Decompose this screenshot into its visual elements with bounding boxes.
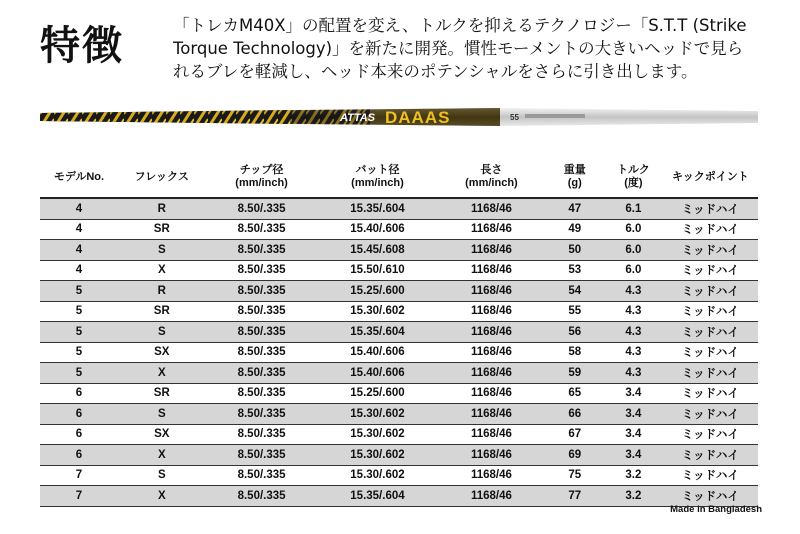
cell-length: 1168/46 xyxy=(437,219,545,240)
cell-model: 6 xyxy=(40,404,118,425)
cell-model: 4 xyxy=(40,198,118,219)
cell-torque: 4.3 xyxy=(604,281,663,302)
cell-kickpoint: ミッドハイ xyxy=(663,219,758,240)
cell-kickpoint: ミッドハイ xyxy=(663,240,758,261)
table-row xyxy=(40,383,758,404)
cell-flex: X xyxy=(118,445,206,466)
cell-model: 6 xyxy=(40,383,118,404)
cell-tip: 8.50/.335 xyxy=(206,322,318,343)
cell-torque: 6.0 xyxy=(604,240,663,261)
cell-weight: 75 xyxy=(546,465,605,486)
cell-butt: 15.35/.604 xyxy=(318,322,438,343)
cell-weight: 49 xyxy=(546,219,605,240)
cell-kickpoint: ミッドハイ xyxy=(663,424,758,445)
cell-weight: 58 xyxy=(546,342,605,363)
table-row xyxy=(40,486,758,507)
cell-length: 1168/46 xyxy=(437,281,545,302)
cell-torque: 4.3 xyxy=(604,342,663,363)
feature-line-2: Torque Technology)」を新たに開発。慣性モーメントの大きいヘッドで見ら xyxy=(173,39,744,58)
cell-tip: 8.50/.335 xyxy=(206,383,318,404)
cell-model: 6 xyxy=(40,424,118,445)
cell-model: 5 xyxy=(40,342,118,363)
cell-weight: 77 xyxy=(546,486,605,507)
cell-kickpoint: ミッドハイ xyxy=(663,301,758,322)
cell-weight: 56 xyxy=(546,322,605,343)
cell-flex: S xyxy=(118,465,206,486)
table-row xyxy=(40,281,758,302)
feature-description xyxy=(173,14,783,83)
cell-weight: 65 xyxy=(546,383,605,404)
table-row xyxy=(40,301,758,322)
shaft-brand: ATTAS xyxy=(340,112,376,124)
table-body xyxy=(40,198,758,506)
cell-torque: 6.0 xyxy=(604,260,663,281)
cell-model: 7 xyxy=(40,486,118,507)
table-row xyxy=(40,322,758,343)
table-row xyxy=(40,404,758,425)
cell-weight: 67 xyxy=(546,424,605,445)
shaft-flex-mark: 55 xyxy=(510,113,519,122)
cell-length: 1168/46 xyxy=(437,465,545,486)
cell-butt: 15.25/.600 xyxy=(318,281,438,302)
cell-model: 5 xyxy=(40,281,118,302)
feature-line-3: れるブレを軽減し、ヘッド本来のポテンシャルをさらに引き出します。 xyxy=(173,62,698,81)
cell-weight: 69 xyxy=(546,445,605,466)
cell-kickpoint: ミッドハイ xyxy=(663,281,758,302)
cell-flex: X xyxy=(118,486,206,507)
cell-torque: 3.2 xyxy=(604,486,663,507)
cell-flex: X xyxy=(118,260,206,281)
cell-butt: 15.50/.610 xyxy=(318,260,438,281)
cell-butt: 15.45/.608 xyxy=(318,240,438,261)
header-butt: バット径 (mm/inch) xyxy=(318,157,438,198)
header-tip: チップ径 (mm/inch) xyxy=(206,157,318,198)
cell-tip: 8.50/.335 xyxy=(206,219,318,240)
cell-tip: 8.50/.335 xyxy=(206,424,318,445)
cell-butt: 15.40/.606 xyxy=(318,342,438,363)
header-length: 長さ (mm/inch) xyxy=(437,157,545,198)
table-row xyxy=(40,363,758,384)
table-row xyxy=(40,260,758,281)
cell-butt: 15.30/.602 xyxy=(318,445,438,466)
made-in-label: Made in Bangladesh xyxy=(670,504,762,515)
cell-torque: 3.4 xyxy=(604,445,663,466)
cell-flex: S xyxy=(118,404,206,425)
cell-length: 1168/46 xyxy=(437,383,545,404)
cell-flex: SR xyxy=(118,383,206,404)
cell-model: 5 xyxy=(40,322,118,343)
cell-tip: 8.50/.335 xyxy=(206,404,318,425)
cell-model: 5 xyxy=(40,363,118,384)
cell-torque: 6.1 xyxy=(604,198,663,219)
cell-flex: SR xyxy=(118,301,206,322)
cell-model: 6 xyxy=(40,445,118,466)
table-row xyxy=(40,465,758,486)
cell-kickpoint: ミッドハイ xyxy=(663,465,758,486)
cell-model: 5 xyxy=(40,301,118,322)
table-row xyxy=(40,445,758,466)
table-row xyxy=(40,198,758,219)
cell-kickpoint: ミッドハイ xyxy=(663,383,758,404)
cell-length: 1168/46 xyxy=(437,260,545,281)
cell-model: 4 xyxy=(40,240,118,261)
cell-flex: X xyxy=(118,363,206,384)
table-row xyxy=(40,342,758,363)
cell-length: 1168/46 xyxy=(437,198,545,219)
cell-model: 7 xyxy=(40,465,118,486)
cell-kickpoint: ミッドハイ xyxy=(663,445,758,466)
cell-butt: 15.35/.604 xyxy=(318,198,438,219)
shaft-model: DAAAS xyxy=(385,108,451,127)
cell-butt: 15.40/.606 xyxy=(318,219,438,240)
cell-weight: 55 xyxy=(546,301,605,322)
cell-butt: 15.35/.604 xyxy=(318,486,438,507)
cell-length: 1168/46 xyxy=(437,322,545,343)
cell-flex: SR xyxy=(118,219,206,240)
cell-torque: 6.0 xyxy=(604,219,663,240)
shaft-image xyxy=(40,106,758,128)
cell-length: 1168/46 xyxy=(437,363,545,384)
cell-model: 4 xyxy=(40,219,118,240)
cell-length: 1168/46 xyxy=(437,424,545,445)
cell-kickpoint: ミッドハイ xyxy=(663,198,758,219)
cell-length: 1168/46 xyxy=(437,342,545,363)
cell-weight: 53 xyxy=(546,260,605,281)
cell-tip: 8.50/.335 xyxy=(206,465,318,486)
header-weight: 重量 (g) xyxy=(546,157,605,198)
header-model: モデルNo. xyxy=(40,157,118,198)
cell-length: 1168/46 xyxy=(437,486,545,507)
header-torque: トルク (度) xyxy=(604,157,663,198)
cell-model: 4 xyxy=(40,260,118,281)
cell-torque: 4.3 xyxy=(604,322,663,343)
cell-tip: 8.50/.335 xyxy=(206,486,318,507)
cell-tip: 8.50/.335 xyxy=(206,260,318,281)
cell-flex: SX xyxy=(118,424,206,445)
table-header-row xyxy=(40,157,758,198)
header-flex: フレックス xyxy=(118,157,206,198)
cell-flex: R xyxy=(118,198,206,219)
cell-torque: 3.4 xyxy=(604,404,663,425)
table-row xyxy=(40,424,758,445)
cell-tip: 8.50/.335 xyxy=(206,342,318,363)
cell-weight: 66 xyxy=(546,404,605,425)
cell-weight: 50 xyxy=(546,240,605,261)
cell-tip: 8.50/.335 xyxy=(206,363,318,384)
cell-kickpoint: ミッドハイ xyxy=(663,322,758,343)
cell-weight: 47 xyxy=(546,198,605,219)
cell-length: 1168/46 xyxy=(437,240,545,261)
cell-flex: R xyxy=(118,281,206,302)
cell-tip: 8.50/.335 xyxy=(206,301,318,322)
table-row xyxy=(40,240,758,261)
cell-kickpoint: ミッドハイ xyxy=(663,404,758,425)
cell-tip: 8.50/.335 xyxy=(206,445,318,466)
cell-flex: SX xyxy=(118,342,206,363)
feature-line-1: 「トレカM40X」の配置を変え、トルクを抑えるテクノロジー「S.T.T (Strike xyxy=(173,16,747,35)
cell-torque: 3.4 xyxy=(604,383,663,404)
cell-kickpoint: ミッドハイ xyxy=(663,260,758,281)
table-row xyxy=(40,219,758,240)
cell-butt: 15.30/.602 xyxy=(318,424,438,445)
cell-kickpoint: ミッドハイ xyxy=(663,363,758,384)
cell-length: 1168/46 xyxy=(437,404,545,425)
cell-tip: 8.50/.335 xyxy=(206,198,318,219)
header-kickpoint: キックポイント xyxy=(663,157,758,198)
feature-title: 特徴 xyxy=(40,23,124,69)
cell-flex: S xyxy=(118,240,206,261)
cell-butt: 15.25/.600 xyxy=(318,383,438,404)
cell-length: 1168/46 xyxy=(437,445,545,466)
cell-kickpoint: ミッドハイ xyxy=(663,486,758,507)
cell-tip: 8.50/.335 xyxy=(206,240,318,261)
cell-flex: S xyxy=(118,322,206,343)
cell-butt: 15.30/.602 xyxy=(318,465,438,486)
cell-weight: 54 xyxy=(546,281,605,302)
cell-length: 1168/46 xyxy=(437,301,545,322)
cell-torque: 3.4 xyxy=(604,424,663,445)
cell-tip: 8.50/.335 xyxy=(206,281,318,302)
cell-kickpoint: ミッドハイ xyxy=(663,342,758,363)
cell-torque: 4.3 xyxy=(604,301,663,322)
cell-butt: 15.30/.602 xyxy=(318,404,438,425)
cell-torque: 4.3 xyxy=(604,363,663,384)
spec-table xyxy=(40,157,758,507)
cell-weight: 59 xyxy=(546,363,605,384)
cell-butt: 15.40/.606 xyxy=(318,363,438,384)
cell-butt: 15.30/.602 xyxy=(318,301,438,322)
cell-torque: 3.2 xyxy=(604,465,663,486)
